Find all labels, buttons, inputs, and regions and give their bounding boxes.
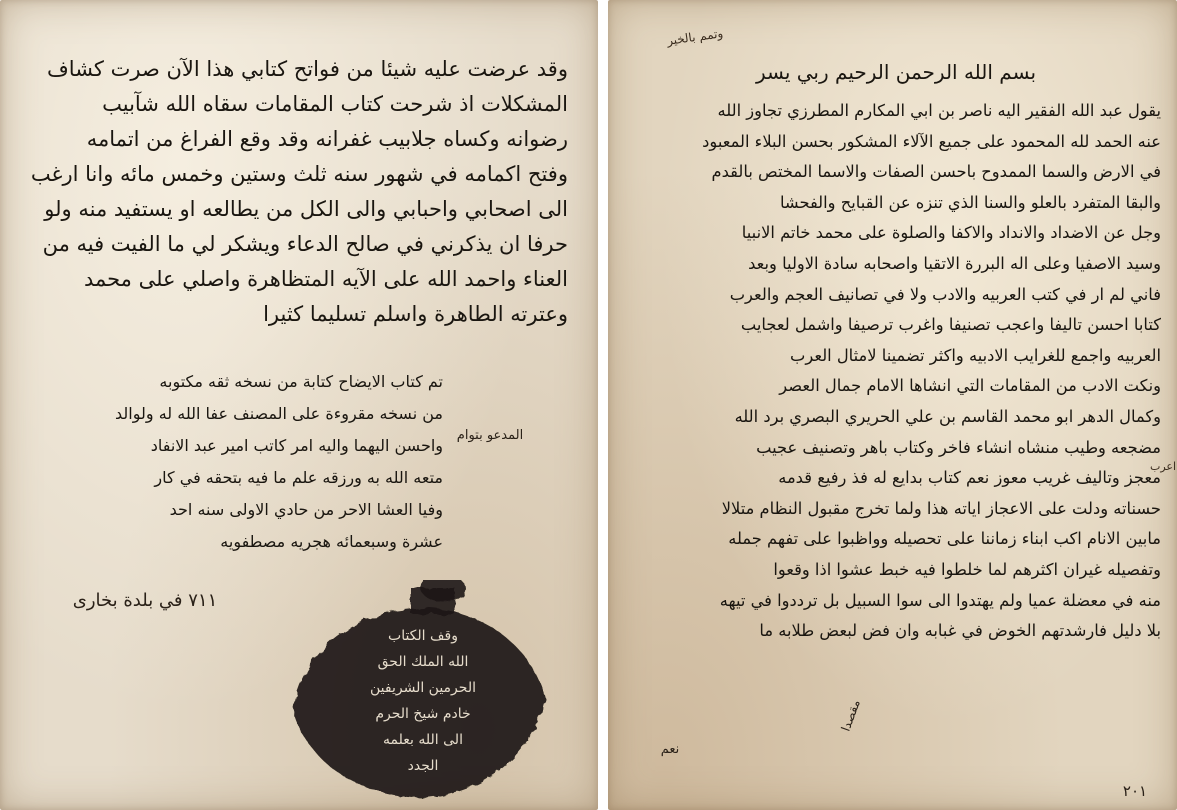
colophon-line: تم كتاب الايضاح كتابة من نسخه ثقه مكتوبه bbox=[159, 372, 443, 391]
colophon-line: عشرة وسبعمائه هجريه مصطفويه bbox=[220, 532, 443, 551]
text-line: فاني لم ار في كتب العربيه والادب ولا في تصانيف العجم والعرب bbox=[729, 284, 1161, 304]
left-page-main-text bbox=[28, 52, 568, 332]
seal-line: الى الله بعلمه bbox=[383, 732, 463, 748]
seal-line: الحرمين الشريفين bbox=[370, 680, 476, 696]
text-line: ونكت الادب من المقامات التي انشاها الامام جمال العصر bbox=[779, 376, 1161, 396]
colophon-line: من نسخه مقروءة على المصنف عفا الله له ولوالد bbox=[115, 404, 443, 423]
text-line: بلا دليل فارشدتهم الخوض في غبابه وان فض لبعض طلابه ما bbox=[759, 621, 1161, 641]
seal-neck bbox=[411, 588, 455, 614]
heading-side-note: وتمم بالخير bbox=[666, 26, 724, 48]
text-line: منه في معضلة عميا ولم يهتدوا الى سوا السبيل بل ترددوا في تيهه bbox=[719, 590, 1161, 610]
text-line: حسناته ودلت على الاعجاز اياته هذا ولما تخرج مقبول النظام متلالا bbox=[721, 498, 1161, 518]
colophon-line: متعه الله به ورزقه علم ما فيه بتحقه في كار bbox=[154, 468, 443, 487]
right-page-main-text bbox=[636, 96, 1161, 647]
seal-line: الجدد bbox=[407, 758, 439, 774]
text-line: رضوانه وكساه جلابيب غفرانه وقد وقع الفراغ من اتمامه bbox=[86, 127, 568, 151]
colophon-side-note: المدعو بتوام bbox=[456, 428, 524, 443]
colophon-line: وفيا العشا الاحر من حادي الاولى سنه احد bbox=[169, 500, 443, 519]
seal-line: خادم شيخ الحرم bbox=[375, 706, 471, 722]
text-line: والبقا المتفرد بالعلو والسنا الذي تنزه عن القبايح والفحشا bbox=[779, 192, 1161, 212]
text-line: كتابا احسن تاليفا واعجب تصنيفا واغرب ترصيفا واشمل لعجايب bbox=[740, 315, 1161, 335]
text-line: حرفا ان يذكرني في صالح الدعاء ويشكر لي ما الفيت فيه من bbox=[42, 232, 568, 256]
colophon bbox=[28, 366, 443, 558]
text-line: يقول عبد الله الفقير اليه ناصر بن ابي المكارم المطرزي تجاوز الله bbox=[717, 101, 1161, 120]
text-line: وفتح اكمامه في شهور سنه ثلث وستين وخمس مائه وانا ارغب bbox=[30, 162, 568, 186]
text-line: المشكلات اذ شرحت كتاب المقامات سقاه الله شآبيب bbox=[102, 92, 568, 116]
text-line: وجل عن الاضداد والانداد والاكفا والصلوة على محمد خاتم الانبيا bbox=[741, 223, 1161, 243]
text-line: وكمال الدهر ابو محمد القاسم بن علي الحريري البصري برد الله bbox=[734, 406, 1161, 426]
colophon-line: واحسن اليهما واليه امر كاتب امير عبد الانفاد bbox=[150, 436, 443, 455]
catchword-diagonal: مقصدا bbox=[838, 697, 863, 734]
margin-note: اعرب bbox=[1150, 460, 1177, 473]
seal-line: الله الملك الحق bbox=[377, 654, 469, 670]
text-line: الى اصحابي واحبابي والى الكل من يطالعه او يستفيد منه ولو bbox=[44, 197, 568, 221]
text-line: مضجعه وطيب منشاه انشاء فاخر وكتاب باهر وتصنيف عجيب bbox=[756, 437, 1161, 457]
seal-line: وقف الكتاب bbox=[388, 628, 458, 644]
text-line: مابين الانام اكب ابناء زماننا على تحصيله وواظبوا على تفهم جمله bbox=[728, 529, 1161, 549]
text-line: وسيد الاصفيا وعلى اله البررة الاتقيا واصحابه سادة الاوليا وبعد bbox=[748, 253, 1161, 273]
text-line: في الارض والسما الممدوح باحسن الصفات والاسما المختص بالقدم bbox=[711, 162, 1161, 182]
text-line: العناء واحمد الله على الآيه المتظاهرة واصلي على محمد bbox=[83, 267, 568, 291]
folio-number: ٢٠١ bbox=[1122, 782, 1148, 800]
catchword: نعم bbox=[660, 742, 680, 757]
text-line: وعترته الطاهرة واسلم تسليما كثيرا bbox=[263, 302, 568, 326]
colophon-date: ٧١١ في بلدة بخارى bbox=[72, 590, 218, 611]
basmala-heading: بسم الله الرحمن الرحيم ربي يسر bbox=[755, 60, 1037, 84]
text-line: معجز وتاليف غريب معوز نعم كتاب بدايع له فذ رفيع قدمه bbox=[778, 468, 1161, 488]
text-line: وتفصيله غيران اكثرهم لما خلطوا فيه خبط عشوا اذا وقعوا bbox=[773, 559, 1161, 579]
text-line: وقد عرضت عليه شيئا من فواتح كتابي هذا الآن صرت كشاف bbox=[47, 57, 568, 81]
text-line: عنه الحمد لله المحمود على جميع الآلاء المشكور بحسن البلاء المعبود bbox=[702, 131, 1161, 151]
text-line: العربيه واجمع للغرايب الادبيه واكثر تضمينا لامثال العرب bbox=[790, 345, 1161, 365]
ink-seal-stamp-icon bbox=[283, 580, 551, 804]
